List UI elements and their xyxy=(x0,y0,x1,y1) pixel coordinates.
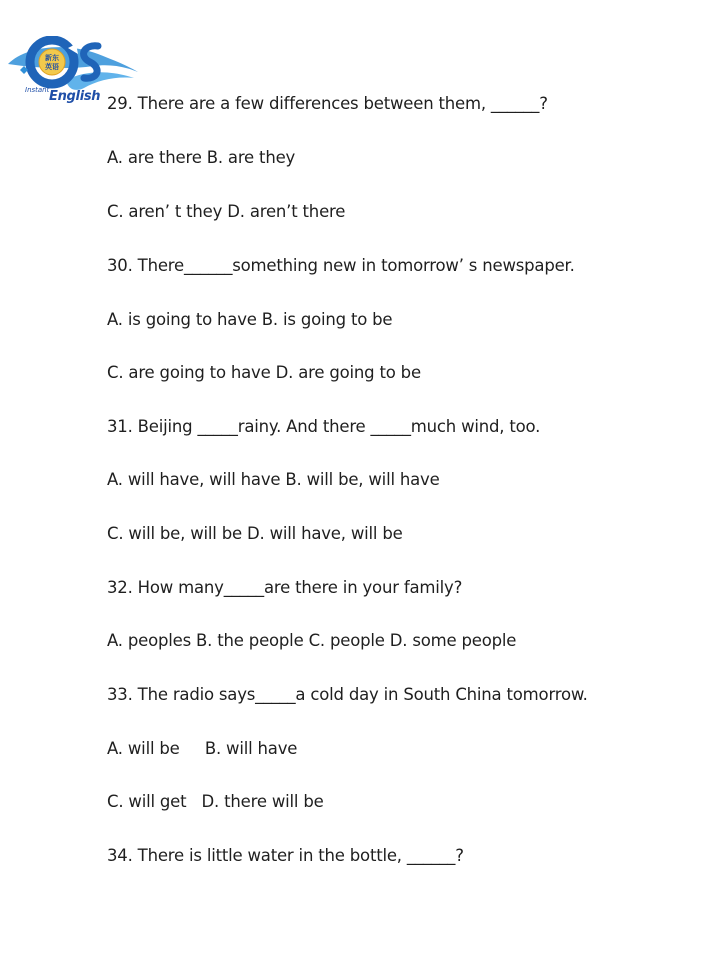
question-31-options-ab: A. will have, will have B. will be, will have xyxy=(107,470,440,489)
question-32: 32. How many_____are there in your family? xyxy=(107,578,463,597)
question-34: 34. There is little water in the bottle, ______? xyxy=(107,846,464,865)
question-32-options: A. peoples B. the people C. people D. some people xyxy=(107,631,517,650)
logo-instant-text: Instant xyxy=(25,86,50,94)
question-29: 29. There are a few differences between them, ______? xyxy=(107,94,548,113)
question-29-options-cd: C. aren’ t they D. aren’t there xyxy=(107,202,346,221)
question-29-options-ab: A. are there B. are they xyxy=(107,148,296,167)
question-31: 31. Beijing _____rainy. And there _____much wind, too. xyxy=(107,417,541,436)
question-33: 33. The radio says_____a cold day in South China tomorrow. xyxy=(107,685,588,704)
question-33-options-cd: C. will get D. there will be xyxy=(107,792,324,811)
question-30-options-ab: A. is going to have B. is going to be xyxy=(107,310,393,329)
question-30: 30. There______something new in tomorrow’ s newspaper. xyxy=(107,256,575,275)
question-31-options-cd: C. will be, will be D. will have, will be xyxy=(107,524,403,543)
badge-text-2: 英语 xyxy=(45,63,59,71)
question-33-options-ab: A. will be B. will have xyxy=(107,739,298,758)
question-30-options-cd: C. are going to have D. are going to be xyxy=(107,363,421,382)
logo-brand-text: English xyxy=(49,89,101,104)
badge-text-1: 新东 xyxy=(45,54,59,62)
